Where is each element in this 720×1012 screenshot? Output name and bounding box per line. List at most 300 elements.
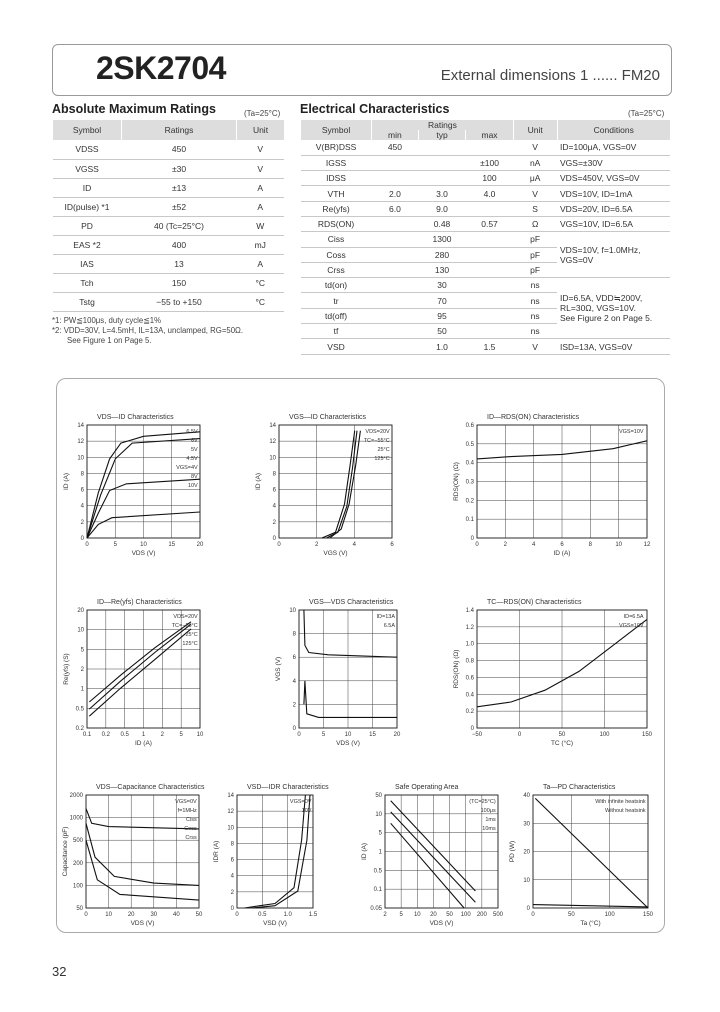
plot-area [255, 414, 394, 557]
x-tick-label: 0 [531, 912, 535, 918]
x-axis-label: VDS (V) [429, 920, 454, 927]
x-axis-label: VGS (V) [323, 550, 348, 557]
elec-unit: V [513, 339, 557, 354]
elec-unit: S [513, 201, 557, 216]
elec-max [466, 140, 514, 155]
y-tick-label: 6 [272, 487, 276, 494]
abs-max-unit: V [237, 140, 285, 159]
y-tick-label: 2 [230, 889, 234, 896]
elec-symbol: RDS(ON) [301, 216, 372, 231]
elec-min [372, 324, 419, 339]
elec-typ: 1.0 [418, 339, 466, 354]
elec-unit: μA [513, 171, 557, 186]
elec-symbol: tf [301, 324, 372, 339]
y-tick-label: 12 [269, 439, 276, 446]
x-tick-label: 150 [641, 732, 653, 738]
y-tick-label: 0 [526, 906, 530, 912]
elec-max [466, 308, 514, 323]
abs-max-unit: A [237, 254, 285, 273]
elec-row [301, 140, 671, 155]
curve-label: 10V [187, 483, 198, 489]
elec-max [466, 262, 514, 277]
abs-max-rating: 40 (Tc=25°C) [122, 216, 237, 235]
abs-max-rating: 450 [122, 140, 237, 159]
elec-unit: pF [513, 232, 557, 247]
chart-5 [449, 592, 657, 752]
y-tick-label: 4 [80, 503, 84, 510]
chart-title: Safe Operating Area [395, 784, 459, 791]
x-tick-label: 50 [446, 912, 453, 918]
elec-row [301, 171, 671, 186]
elec-min [372, 278, 419, 293]
elec-typ: 0.48 [418, 216, 466, 231]
y-tick-label: 14 [269, 423, 276, 429]
abs-max-rating: −55 to +150 [122, 292, 237, 311]
chart-title: VSD—IDR Characteristics [247, 784, 329, 791]
col-conditions: Conditions [557, 120, 670, 140]
abs-max-symbol: Tstg [53, 292, 122, 311]
y-tick-label: 10 [523, 877, 530, 884]
col-ratings: Ratings [372, 120, 514, 130]
y-axis-label: RDS(ON) (Ω) [453, 462, 460, 501]
plot-area [275, 599, 401, 747]
y-tick-label: 2 [80, 667, 84, 673]
curve [533, 905, 648, 907]
y-tick-label: 10 [77, 627, 84, 634]
x-tick-label: 100 [599, 732, 610, 738]
elec-row [301, 201, 671, 216]
curve-label: 25°C [185, 632, 198, 638]
y-axis-label: ID (A) [63, 473, 70, 490]
curve [89, 629, 191, 716]
curve-label: Ciss [186, 817, 197, 823]
x-tick-label: 0 [297, 732, 301, 738]
y-tick-label: 5 [378, 830, 382, 837]
abs-max-row [53, 140, 285, 159]
curve [304, 681, 397, 718]
chart-2 [449, 407, 657, 562]
y-tick-label: 6 [80, 487, 84, 494]
elec-cond: VGS=±30V [557, 155, 670, 170]
elec-symbol: tr [301, 293, 372, 308]
y-tick-label: 0 [292, 726, 296, 732]
elec-typ [418, 155, 466, 170]
x-tick-label: 2 [160, 732, 165, 738]
y-tick-label: 0.2 [465, 709, 474, 716]
abs-max-row [53, 235, 285, 254]
curve-label: (TC=25°C) [469, 799, 496, 805]
elec-typ: 95 [418, 308, 466, 323]
y-tick-label: 10 [289, 608, 296, 614]
y-tick-label: 2 [272, 519, 276, 526]
y-tick-label: 0 [470, 726, 474, 732]
y-axis-label: PD (W) [509, 840, 516, 863]
curve [391, 801, 476, 891]
elec-symbol: V(BR)DSS [301, 140, 372, 155]
curve-label: Crss [185, 835, 197, 841]
elec-unit: V [513, 186, 557, 201]
curve-label: VGS=0V [175, 799, 197, 805]
x-tick-label: 0.5 [258, 912, 267, 918]
elec-cond-group-sw [557, 278, 670, 339]
abs-max-symbol: ID(pulse) *1 [53, 197, 122, 216]
elec-min [372, 247, 419, 262]
y-tick-label: 2000 [69, 793, 83, 799]
abs-max-rating: 150 [122, 273, 237, 292]
y-tick-label: 10 [375, 811, 382, 818]
abs-max-row [53, 197, 285, 216]
curve-label: VGS=10V [618, 429, 644, 435]
abs-max-row [53, 216, 285, 235]
x-tick-label: 1 [141, 732, 146, 738]
chart-title: VGS—ID Characteristics [289, 414, 367, 421]
curve-label: 125°C [374, 456, 390, 462]
elec-min [372, 155, 419, 170]
abs-max-rating: ±13 [122, 178, 237, 197]
y-tick-label: 14 [77, 423, 84, 429]
y-tick-label: 4 [272, 503, 276, 510]
note-2: *2: VDD=30V, L=4.5mH, IL=13A, unclamped, RG=50Ω. [52, 326, 244, 335]
abs-max-row [53, 159, 285, 178]
col-unit: Unit [237, 120, 285, 140]
chart-3 [59, 592, 210, 752]
y-tick-label: 1000 [69, 815, 83, 822]
abs-max-row [53, 254, 285, 273]
elec-cond-line: VGS=0V [560, 254, 594, 265]
y-tick-label: 10 [77, 455, 84, 462]
elec-max: 4.0 [466, 186, 514, 201]
y-axis-label: IDR (A) [213, 840, 220, 863]
elec-cond-line: VDS=10V, f=1.0MHz, [560, 244, 641, 255]
plot-area [509, 784, 654, 927]
y-tick-label: 30 [523, 821, 530, 828]
y-tick-label: 10 [269, 455, 276, 462]
y-tick-label: 40 [523, 793, 530, 799]
curve [89, 622, 191, 702]
x-tick-label: 20 [393, 732, 401, 738]
x-tick-label: 50 [195, 912, 203, 918]
elec-typ: 3.0 [418, 186, 466, 201]
x-tick-label: 30 [150, 912, 158, 918]
plot-area [453, 414, 651, 557]
elec-row [301, 232, 671, 247]
chart-title: Ta—PD Characteristics [543, 784, 616, 791]
elec-unit: nA [513, 155, 557, 170]
elec-symbol: td(off) [301, 308, 372, 323]
elec-symbol: IDSS [301, 171, 372, 186]
x-tick-label: 500 [492, 912, 504, 918]
curve [86, 823, 199, 885]
curve-label: TC=−55°C [363, 438, 390, 444]
curve-label: 6.5A [383, 623, 396, 629]
elec-row [301, 339, 671, 354]
elec-symbol: Crss [301, 262, 372, 277]
elec-max: ±100 [466, 155, 514, 170]
chart-9 [505, 777, 658, 932]
chart-title: ID—Re(yfs) Characteristics [97, 599, 182, 606]
curve-label: Coss [184, 826, 197, 832]
elec-max: 100 [466, 171, 514, 186]
elec-min [372, 232, 419, 247]
abs-max-title: Absolute Maximum Ratings [52, 102, 216, 116]
y-tick-label: 0.2 [75, 726, 84, 732]
y-tick-label: 0.6 [465, 675, 474, 682]
y-tick-label: 0.4 [465, 692, 474, 699]
elec-min: 2.0 [372, 186, 419, 201]
elec-unit: Ω [513, 216, 557, 231]
elec-unit: ns [513, 293, 557, 308]
y-tick-label: 20 [77, 608, 84, 614]
curve-label: 6.5V [186, 429, 198, 435]
x-axis-label: TC (°C) [550, 740, 574, 747]
elec-unit: ns [513, 324, 557, 339]
elec-condition: (Ta=25°C) [628, 109, 665, 118]
elec-cond: VGS=10V, ID=6.5A [557, 216, 670, 231]
elec-max [466, 201, 514, 216]
abs-max-condition: (Ta=25°C) [244, 109, 281, 118]
elec-unit: ns [513, 308, 557, 323]
elec-max [466, 232, 514, 247]
y-tick-label: 0.5 [75, 706, 84, 713]
elec-symbol: IGSS [301, 155, 372, 170]
chart-4 [271, 592, 407, 752]
page-number: 32 [52, 964, 67, 979]
x-tick-label: 8 [588, 542, 593, 548]
curve-label: VDS=20V [365, 429, 390, 435]
curve-label: VGS=4V [176, 465, 198, 471]
x-tick-label: 40 [173, 912, 180, 918]
elec-symbol: Ciss [301, 232, 372, 247]
x-tick-label: 15 [369, 732, 376, 738]
abs-max-unit: W [237, 216, 285, 235]
elec-unit: pF [513, 247, 557, 262]
elec-typ [418, 171, 466, 186]
elec-min [372, 262, 419, 277]
plot-area [62, 784, 205, 927]
x-tick-label: 6 [390, 542, 394, 548]
x-tick-label: 4 [531, 542, 536, 548]
curve-label: Without heatsink [605, 808, 646, 814]
curve-label: 10ms [482, 826, 496, 832]
elec-row [301, 278, 671, 293]
chart-title: ID—RDS(ON) Characteristics [487, 414, 580, 421]
y-tick-label: 4 [292, 678, 296, 685]
curve-label: VGS=0V [289, 799, 312, 805]
curve-label: With infinite heatsink [595, 799, 646, 805]
curve [535, 798, 648, 908]
x-tick-label: 15 [168, 542, 176, 548]
abs-max-unit: °C [237, 273, 285, 292]
y-tick-label: 0.5 [465, 441, 474, 448]
abs-max-rating: 13 [122, 254, 237, 273]
y-tick-label: 50 [375, 793, 382, 799]
y-axis-label: Capacitance (pF) [62, 826, 69, 877]
x-tick-label: 150 [642, 912, 654, 918]
elec-title: Electrical Characteristics [300, 102, 450, 116]
abs-max-row [53, 273, 285, 292]
elec-row [301, 155, 671, 170]
y-axis-label: ID (A) [255, 473, 262, 490]
plot-area [63, 414, 204, 557]
abs-max-symbol: Tch [53, 273, 122, 292]
plot-area [213, 784, 329, 927]
x-tick-label: 2 [503, 542, 508, 548]
abs-max-symbol: VDSS [53, 140, 122, 159]
elec-unit: ns [513, 278, 557, 293]
plot-area [361, 784, 504, 927]
curve-label: VDS=20V [173, 614, 198, 620]
x-tick-label: 10 [105, 912, 112, 918]
y-axis-label: VGS (V) [275, 656, 282, 682]
y-tick-label: 200 [72, 860, 83, 867]
x-tick-label: 20 [127, 912, 135, 918]
chart-title: VDS—Capacitance Characteristics [96, 784, 205, 791]
abs-max-rating: 400 [122, 235, 237, 254]
x-axis-label: ID (A) [553, 550, 571, 557]
elec-min [372, 339, 419, 354]
x-tick-label: 12 [643, 542, 651, 548]
elec-max [466, 247, 514, 262]
col-unit: Unit [513, 120, 557, 140]
x-tick-label: 50 [567, 912, 575, 918]
elec-typ: 70 [418, 293, 466, 308]
chart-1 [251, 407, 402, 562]
elec-min [372, 171, 419, 186]
chart-8 [357, 777, 508, 932]
x-tick-label: 0.1 [82, 732, 92, 738]
y-tick-label: 8 [80, 471, 84, 478]
elec-typ: 50 [418, 324, 466, 339]
elec-cond-group-cap [557, 232, 670, 278]
y-tick-label: 10 [227, 825, 234, 832]
elec-min: 6.0 [372, 201, 419, 216]
elec-typ: 280 [418, 247, 466, 262]
chart-title: VDS—ID Characteristics [97, 414, 174, 421]
x-tick-label: 20 [430, 912, 437, 918]
y-tick-label: 0.5 [373, 868, 382, 875]
x-tick-label: 1.5 [308, 912, 318, 918]
elec-cond-line: RL=30Ω, VGS=10V. [560, 303, 636, 314]
x-tick-label: 0 [85, 542, 89, 548]
y-axis-label: Re(yfs) (S) [63, 653, 70, 685]
x-tick-label: 10 [196, 732, 204, 738]
y-tick-label: 20 [523, 849, 530, 856]
elec-cond: VDS=20V, ID=6.5A [557, 201, 670, 216]
elec-max: 0.57 [466, 216, 514, 231]
curve-label: ID=13A [376, 614, 396, 620]
abs-max-unit: V [237, 159, 285, 178]
x-tick-label: 6 [560, 542, 564, 548]
y-tick-label: 8 [272, 471, 276, 478]
x-axis-label: ID (A) [135, 740, 152, 747]
abs-max-unit: mJ [237, 235, 285, 254]
elec-unit: V [513, 140, 557, 155]
elec-cond: VDS=10V, ID=1mA [557, 186, 670, 201]
elec-cond: VDS=450V, VGS=0V [557, 171, 670, 186]
chart-title: VGS—VDS Characteristics [309, 599, 394, 606]
col-ratings: Ratings [122, 120, 237, 140]
y-tick-label: 0.1 [373, 887, 382, 894]
y-tick-label: 0.8 [465, 658, 474, 665]
chart-7 [209, 777, 329, 932]
y-tick-label: 1.2 [465, 624, 474, 631]
elec-row [301, 216, 671, 231]
curve [86, 840, 199, 900]
x-tick-label: 5 [179, 732, 183, 738]
abs-max-symbol: EAS *2 [53, 235, 122, 254]
x-axis-label: VDS (V) [130, 920, 155, 927]
curve [391, 812, 476, 902]
y-tick-label: 12 [227, 809, 234, 816]
col-min: min [372, 130, 419, 140]
curve [391, 823, 464, 908]
x-tick-label: 4 [352, 542, 357, 548]
elec-symbol: Coss [301, 247, 372, 262]
elec-symbol: VTH [301, 186, 372, 201]
x-tick-label: 0 [517, 732, 522, 738]
abs-max-symbol: IAS [53, 254, 122, 273]
elec-min [372, 308, 419, 323]
elec-min: 450 [372, 140, 419, 155]
abs-max-rating: ±52 [122, 197, 237, 216]
y-tick-label: 0.1 [465, 517, 474, 524]
y-tick-label: 1 [80, 686, 84, 693]
abs-max-row [53, 292, 285, 311]
y-tick-label: 8 [230, 841, 234, 848]
abs-max-symbol: PD [53, 216, 122, 235]
plot-area [453, 599, 653, 747]
curve-label: ID=6.5A [623, 614, 644, 620]
external-dimensions: External dimensions 1 ...... FM20 [440, 67, 660, 84]
y-axis-label: ID (A) [361, 843, 368, 860]
plot-area [63, 599, 204, 747]
x-tick-label: 10 [413, 912, 421, 918]
col-max: max [466, 130, 514, 140]
x-tick-label: 0 [475, 542, 479, 548]
elec-max [466, 324, 514, 339]
x-tick-label: 100 [460, 912, 471, 918]
y-tick-label: 5 [80, 647, 84, 654]
y-tick-label: 0.3 [465, 479, 474, 486]
elec-max: 1.5 [466, 339, 514, 354]
abs-max-unit: °C [237, 292, 285, 311]
y-tick-label: 0.4 [465, 460, 474, 467]
elec-typ: 9.0 [418, 201, 466, 216]
curve [245, 795, 306, 908]
elec-typ [418, 140, 466, 155]
y-tick-label: 1.0 [465, 641, 474, 648]
abs-max-row [53, 178, 285, 197]
y-tick-label: 6 [292, 655, 296, 662]
x-tick-label: 0 [84, 912, 88, 918]
y-tick-label: 50 [76, 906, 83, 912]
elec-symbol: VSD [301, 339, 372, 354]
x-tick-label: 5 [113, 542, 117, 548]
abs-max-symbol: VGSS [53, 159, 122, 178]
x-axis-label: VDS (V) [131, 550, 156, 557]
x-tick-label: 10 [344, 732, 352, 738]
y-tick-label: 0 [80, 536, 84, 542]
y-tick-label: 0.05 [370, 906, 382, 912]
elec-cond: ISD=13A, VGS=0V [557, 339, 670, 354]
curve-label: 4.5V [186, 456, 198, 462]
y-tick-label: 500 [72, 838, 83, 845]
x-axis-label: Ta (°C) [580, 920, 601, 927]
col-symbol: Symbol [53, 120, 122, 140]
curve-label: 125°C [182, 641, 198, 647]
x-tick-label: 50 [558, 732, 566, 738]
curve-label: 10V [301, 808, 312, 814]
